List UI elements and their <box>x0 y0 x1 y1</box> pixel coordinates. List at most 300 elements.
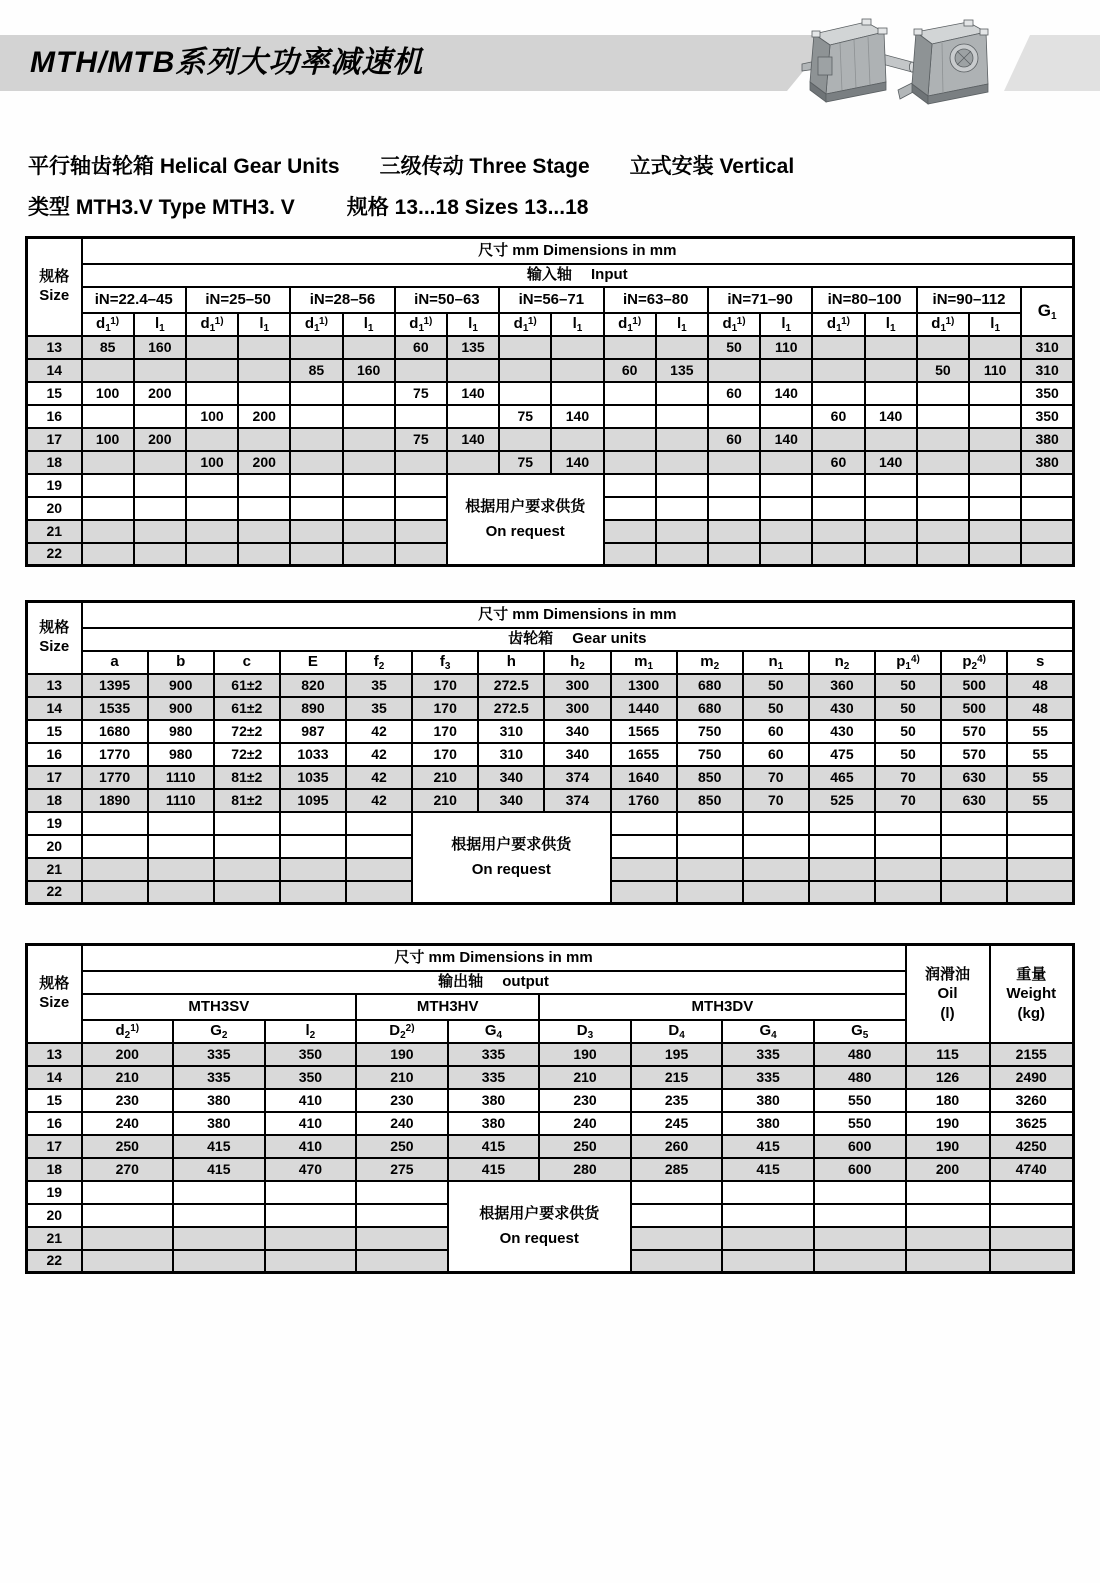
dim-column-header: $l_1$ <box>760 313 812 336</box>
data-cell <box>134 405 186 428</box>
dim-column-header: $l_1$ <box>134 313 186 336</box>
data-cell: 70 <box>875 766 941 789</box>
data-cell: 50 <box>917 359 969 382</box>
data-cell: 61±2 <box>214 697 280 720</box>
data-cell <box>917 336 969 359</box>
data-cell <box>173 1204 265 1227</box>
page-title: MTH/MTB系列大功率减速机 <box>30 46 424 79</box>
data-cell: 100 <box>186 451 238 474</box>
oil-cell: 115 <box>906 1043 990 1066</box>
data-cell: 140 <box>447 428 499 451</box>
data-cell: 1890 <box>82 789 148 812</box>
data-cell: 300 <box>544 674 610 697</box>
data-cell: 275 <box>356 1158 448 1181</box>
table-row <box>27 264 1074 287</box>
data-cell <box>656 543 708 566</box>
data-cell: 50 <box>875 697 941 720</box>
size-cell: 21 <box>27 520 82 543</box>
data-cell <box>760 405 812 428</box>
data-cell <box>760 359 812 382</box>
data-cell <box>604 428 656 451</box>
data-cell <box>917 497 969 520</box>
data-cell <box>611 835 677 858</box>
data-cell <box>812 382 864 405</box>
data-cell: 335 <box>448 1066 540 1089</box>
data-cell <box>346 812 412 835</box>
table-row <box>27 697 1074 720</box>
data-cell: 110 <box>969 359 1021 382</box>
data-cell <box>82 543 134 566</box>
data-cell <box>917 474 969 497</box>
data-cell: 55 <box>1007 766 1073 789</box>
data-cell <box>395 474 447 497</box>
data-cell <box>173 1181 265 1204</box>
data-cell <box>343 451 395 474</box>
ratio-range-header: iN=28–56 <box>290 287 394 313</box>
data-cell: 42 <box>346 720 412 743</box>
weight-cell: 3260 <box>990 1089 1074 1112</box>
data-cell: 35 <box>346 697 412 720</box>
subtitle-line-2 <box>28 191 640 221</box>
data-cell <box>346 835 412 858</box>
data-cell: 1770 <box>82 743 148 766</box>
data-cell: 550 <box>814 1112 906 1135</box>
dimensions-header: 尺寸 mm Dimensions in mm <box>82 238 1074 264</box>
data-cell <box>604 382 656 405</box>
data-cell <box>809 835 875 858</box>
dim-column-header: $d_1^{1)}$ <box>290 313 342 336</box>
output-section-header: 输出轴 output <box>82 971 906 994</box>
data-cell: 140 <box>760 382 812 405</box>
data-cell <box>917 451 969 474</box>
dim-column-header: $l_1$ <box>969 313 1021 336</box>
data-cell: 230 <box>539 1089 631 1112</box>
size-column-header: 规格 Size <box>27 238 82 336</box>
data-cell <box>722 1204 814 1227</box>
size-cell: 22 <box>27 1250 82 1273</box>
subtitle-mounting: 立式安装 Vertical <box>629 155 795 178</box>
data-cell: 500 <box>941 697 1007 720</box>
dimensions-header: 尺寸 mm Dimensions in mm <box>82 602 1074 628</box>
data-cell <box>743 881 809 904</box>
oil-cell: 190 <box>906 1112 990 1135</box>
data-cell <box>82 1181 174 1204</box>
data-cell <box>604 543 656 566</box>
data-cell <box>280 858 346 881</box>
size-cell: 19 <box>27 474 82 497</box>
data-cell <box>346 881 412 904</box>
dim-column-header: $l_1$ <box>238 313 290 336</box>
data-cell: 170 <box>412 743 478 766</box>
data-cell <box>395 497 447 520</box>
weight-cell: 2155 <box>990 1043 1074 1066</box>
data-cell <box>214 858 280 881</box>
data-cell: 335 <box>448 1043 540 1066</box>
size-cell: 22 <box>27 881 82 904</box>
data-cell: 820 <box>280 674 346 697</box>
data-cell: 430 <box>809 697 875 720</box>
dim-column-header: $m_2$ <box>677 651 743 674</box>
data-cell <box>290 382 342 405</box>
gear-units-section-header: 齿轮箱 Gear units <box>82 628 1074 651</box>
data-cell: 310 <box>478 743 544 766</box>
data-cell <box>265 1204 357 1227</box>
data-cell <box>941 881 1007 904</box>
weight-column-header: 重量 Weight (kg) <box>990 945 1074 1043</box>
data-cell <box>214 812 280 835</box>
data-cell: 415 <box>173 1135 265 1158</box>
size-cell: 13 <box>27 336 82 359</box>
data-cell: 235 <box>631 1089 723 1112</box>
oil-cell: 126 <box>906 1066 990 1089</box>
data-cell <box>238 428 290 451</box>
data-cell: 250 <box>356 1135 448 1158</box>
data-cell <box>656 405 708 428</box>
data-cell <box>656 451 708 474</box>
data-cell <box>395 405 447 428</box>
data-cell <box>173 1227 265 1250</box>
input-section-header: 输入轴 Input <box>82 264 1074 287</box>
data-cell <box>82 835 148 858</box>
data-cell <box>280 881 346 904</box>
data-cell: 600 <box>814 1158 906 1181</box>
data-cell: 310 <box>478 720 544 743</box>
data-cell <box>812 543 864 566</box>
data-cell: 630 <box>941 789 1007 812</box>
data-cell <box>809 881 875 904</box>
data-cell <box>280 812 346 835</box>
data-cell: 470 <box>265 1158 357 1181</box>
data-cell: 42 <box>346 743 412 766</box>
oil-cell <box>906 1227 990 1250</box>
data-cell: 230 <box>82 1089 174 1112</box>
data-cell: 170 <box>412 697 478 720</box>
dim-column-header: h <box>478 651 544 674</box>
data-cell: 570 <box>941 743 1007 766</box>
weight-cell: 4740 <box>990 1158 1074 1181</box>
data-cell: 100 <box>82 428 134 451</box>
data-cell: 1395 <box>82 674 148 697</box>
data-cell <box>722 1227 814 1250</box>
size-cell: 20 <box>27 835 82 858</box>
size-column-header: 规格 Size <box>27 945 82 1043</box>
data-cell <box>238 520 290 543</box>
data-cell <box>865 359 917 382</box>
data-cell <box>677 812 743 835</box>
weight-cell <box>990 1250 1074 1273</box>
data-cell <box>611 812 677 835</box>
data-cell <box>708 497 760 520</box>
data-cell <box>760 451 812 474</box>
table-row <box>27 238 1074 264</box>
data-cell: 350 <box>265 1043 357 1066</box>
data-cell <box>447 451 499 474</box>
data-cell: 1680 <box>82 720 148 743</box>
data-cell: 215 <box>631 1066 723 1089</box>
table-row <box>27 1043 1074 1066</box>
ratio-range-header: iN=90–112 <box>917 287 1022 313</box>
data-cell: 525 <box>809 789 875 812</box>
data-cell <box>809 812 875 835</box>
data-cell: 210 <box>412 766 478 789</box>
data-cell: 240 <box>82 1112 174 1135</box>
data-cell: 480 <box>814 1043 906 1066</box>
data-cell <box>917 428 969 451</box>
data-cell <box>134 451 186 474</box>
data-cell <box>280 835 346 858</box>
data-cell <box>809 858 875 881</box>
weight-cell: 2490 <box>990 1066 1074 1089</box>
data-cell: 140 <box>551 405 603 428</box>
size-cell: 17 <box>27 766 82 789</box>
dim-column-header: $G_2$ <box>173 1020 265 1043</box>
data-cell <box>447 359 499 382</box>
table-row <box>27 674 1074 697</box>
data-cell: 850 <box>677 766 743 789</box>
data-cell <box>1021 497 1073 520</box>
table-row <box>27 651 1074 674</box>
ratio-range-header: iN=63–80 <box>604 287 708 313</box>
data-cell <box>604 451 656 474</box>
size-cell: 20 <box>27 1204 82 1227</box>
oil-cell <box>906 1204 990 1227</box>
data-cell: 1095 <box>280 789 346 812</box>
data-cell: 210 <box>412 789 478 812</box>
data-cell <box>604 497 656 520</box>
data-cell: 70 <box>743 766 809 789</box>
dim-column-header: $G_4$ <box>722 1020 814 1043</box>
ratio-range-header: iN=25–50 <box>186 287 290 313</box>
oil-cell: 200 <box>906 1158 990 1181</box>
subtitle-stage: 三级传动 Three Stage <box>379 155 590 178</box>
model-group-header: MTH3DV <box>539 994 905 1020</box>
data-cell: 415 <box>448 1158 540 1181</box>
subtitle-gear-type: 平行轴齿轮箱 Helical Gear Units <box>28 155 340 178</box>
data-cell: 60 <box>812 405 864 428</box>
data-cell: 415 <box>722 1158 814 1181</box>
table-row <box>27 1181 1074 1204</box>
data-cell <box>186 359 238 382</box>
oil-column-header: 润滑油 Oil (l) <box>906 945 990 1043</box>
ratio-range-header: iN=71–90 <box>708 287 812 313</box>
data-cell: 35 <box>346 674 412 697</box>
data-cell: 1565 <box>611 720 677 743</box>
oil-cell <box>906 1181 990 1204</box>
data-cell <box>82 881 148 904</box>
data-cell: 270 <box>82 1158 174 1181</box>
dim-column-header: s <box>1007 651 1073 674</box>
dimensions-header: 尺寸 mm Dimensions in mm <box>82 945 906 971</box>
dim-column-header: $d_1^{1)}$ <box>499 313 551 336</box>
data-cell <box>82 1227 174 1250</box>
dim-column-header: $d_2^{1)}$ <box>82 1020 174 1043</box>
data-cell: 1110 <box>148 789 214 812</box>
data-cell: 85 <box>82 336 134 359</box>
data-cell <box>1007 812 1073 835</box>
data-cell: 100 <box>82 382 134 405</box>
data-cell: 415 <box>448 1135 540 1158</box>
data-cell: 480 <box>814 1066 906 1089</box>
data-cell: 415 <box>173 1158 265 1181</box>
data-cell: 170 <box>412 674 478 697</box>
data-cell: 1300 <box>611 674 677 697</box>
data-cell <box>134 474 186 497</box>
model-group-header: MTH3SV <box>82 994 357 1020</box>
data-cell <box>395 543 447 566</box>
data-cell: 630 <box>941 766 1007 789</box>
data-cell: 60 <box>708 382 760 405</box>
data-cell: 210 <box>539 1066 631 1089</box>
data-cell <box>356 1250 448 1273</box>
oil-cell: 180 <box>906 1089 990 1112</box>
data-cell <box>760 543 812 566</box>
data-cell <box>812 520 864 543</box>
ratio-range-header: iN=50–63 <box>395 287 499 313</box>
data-cell: 380 <box>448 1112 540 1135</box>
data-cell <box>238 543 290 566</box>
size-cell: 19 <box>27 1181 82 1204</box>
dim-column-header: $D_2^{2)}$ <box>356 1020 448 1043</box>
data-cell: 200 <box>134 382 186 405</box>
data-cell: 1110 <box>148 766 214 789</box>
data-cell: 750 <box>677 743 743 766</box>
table-row <box>27 628 1074 651</box>
data-cell: 70 <box>875 789 941 812</box>
data-cell <box>604 336 656 359</box>
data-cell <box>551 428 603 451</box>
data-cell <box>499 382 551 405</box>
data-cell: 240 <box>356 1112 448 1135</box>
data-cell: 195 <box>631 1043 723 1066</box>
table-row <box>27 451 1074 474</box>
data-cell <box>722 1250 814 1273</box>
data-cell <box>186 497 238 520</box>
data-cell <box>677 858 743 881</box>
data-cell <box>148 881 214 904</box>
size-cell: 16 <box>27 1112 82 1135</box>
data-cell: 200 <box>238 451 290 474</box>
data-cell <box>395 451 447 474</box>
data-cell: 380 <box>173 1089 265 1112</box>
dim-column-header: $l_2$ <box>265 1020 357 1043</box>
data-cell: 335 <box>722 1066 814 1089</box>
data-cell <box>812 336 864 359</box>
data-cell <box>356 1204 448 1227</box>
data-cell: 170 <box>412 720 478 743</box>
data-cell: 160 <box>134 336 186 359</box>
ratio-range-header: iN=22.4–45 <box>82 287 186 313</box>
data-cell: 70 <box>743 789 809 812</box>
data-cell <box>677 835 743 858</box>
data-cell: 340 <box>544 743 610 766</box>
data-cell <box>343 336 395 359</box>
data-cell <box>134 359 186 382</box>
dim-column-header: $l_1$ <box>551 313 603 336</box>
data-cell <box>677 881 743 904</box>
output-shaft-table <box>25 943 1075 1274</box>
corner-band <box>1004 35 1100 91</box>
data-cell: 350 <box>1021 405 1073 428</box>
data-cell: 190 <box>356 1043 448 1066</box>
data-cell: 410 <box>265 1089 357 1112</box>
data-cell <box>134 497 186 520</box>
data-cell: 50 <box>743 674 809 697</box>
data-cell <box>969 405 1021 428</box>
table-row <box>27 812 1074 835</box>
data-cell <box>343 405 395 428</box>
data-cell: 900 <box>148 697 214 720</box>
dim-column-header: $n_2$ <box>809 651 875 674</box>
dim-column-header: $d_1^{1)}$ <box>917 313 969 336</box>
data-cell <box>82 858 148 881</box>
data-cell: 380 <box>173 1112 265 1135</box>
table-row <box>27 1066 1074 1089</box>
size-cell: 15 <box>27 720 82 743</box>
data-cell <box>743 858 809 881</box>
data-cell: 680 <box>677 697 743 720</box>
data-cell <box>917 543 969 566</box>
data-cell <box>743 835 809 858</box>
data-cell <box>611 858 677 881</box>
data-cell <box>708 359 760 382</box>
data-cell <box>290 451 342 474</box>
data-cell <box>812 359 864 382</box>
dim-column-header: $d_1^{1)}$ <box>186 313 238 336</box>
data-cell <box>708 474 760 497</box>
data-cell <box>656 336 708 359</box>
data-cell <box>290 428 342 451</box>
data-cell: 200 <box>82 1043 174 1066</box>
size-cell: 18 <box>27 451 82 474</box>
weight-cell <box>990 1204 1074 1227</box>
data-cell <box>875 835 941 858</box>
on-request-notice: 根据用户要求供货 On request <box>412 812 610 904</box>
data-cell: 60 <box>395 336 447 359</box>
subtitle-type: 类型 MTH3.V Type MTH3. V <box>28 196 295 219</box>
ratio-range-header: iN=80–100 <box>812 287 916 313</box>
data-cell: 380 <box>1021 428 1073 451</box>
dim-column-header: $m_1$ <box>611 651 677 674</box>
data-cell <box>82 474 134 497</box>
data-cell <box>343 520 395 543</box>
dim-column-header: $f_2$ <box>346 651 412 674</box>
data-cell <box>814 1250 906 1273</box>
dim-column-header: $G_5$ <box>814 1020 906 1043</box>
data-cell: 550 <box>814 1089 906 1112</box>
data-cell <box>814 1204 906 1227</box>
data-cell <box>1021 520 1073 543</box>
data-cell <box>499 336 551 359</box>
data-cell <box>82 497 134 520</box>
data-cell <box>343 497 395 520</box>
data-cell: 50 <box>743 697 809 720</box>
data-cell <box>148 858 214 881</box>
size-cell: 17 <box>27 428 82 451</box>
data-cell: 380 <box>722 1089 814 1112</box>
data-cell <box>865 543 917 566</box>
gearbox-units-image <box>800 12 1000 118</box>
table-row <box>27 1135 1074 1158</box>
data-cell <box>969 451 1021 474</box>
data-cell: 60 <box>812 451 864 474</box>
data-cell: 430 <box>809 720 875 743</box>
data-cell <box>186 336 238 359</box>
data-cell: 75 <box>395 428 447 451</box>
data-cell: 75 <box>499 405 551 428</box>
data-cell: 48 <box>1007 697 1073 720</box>
size-cell: 14 <box>27 1066 82 1089</box>
data-cell <box>760 520 812 543</box>
